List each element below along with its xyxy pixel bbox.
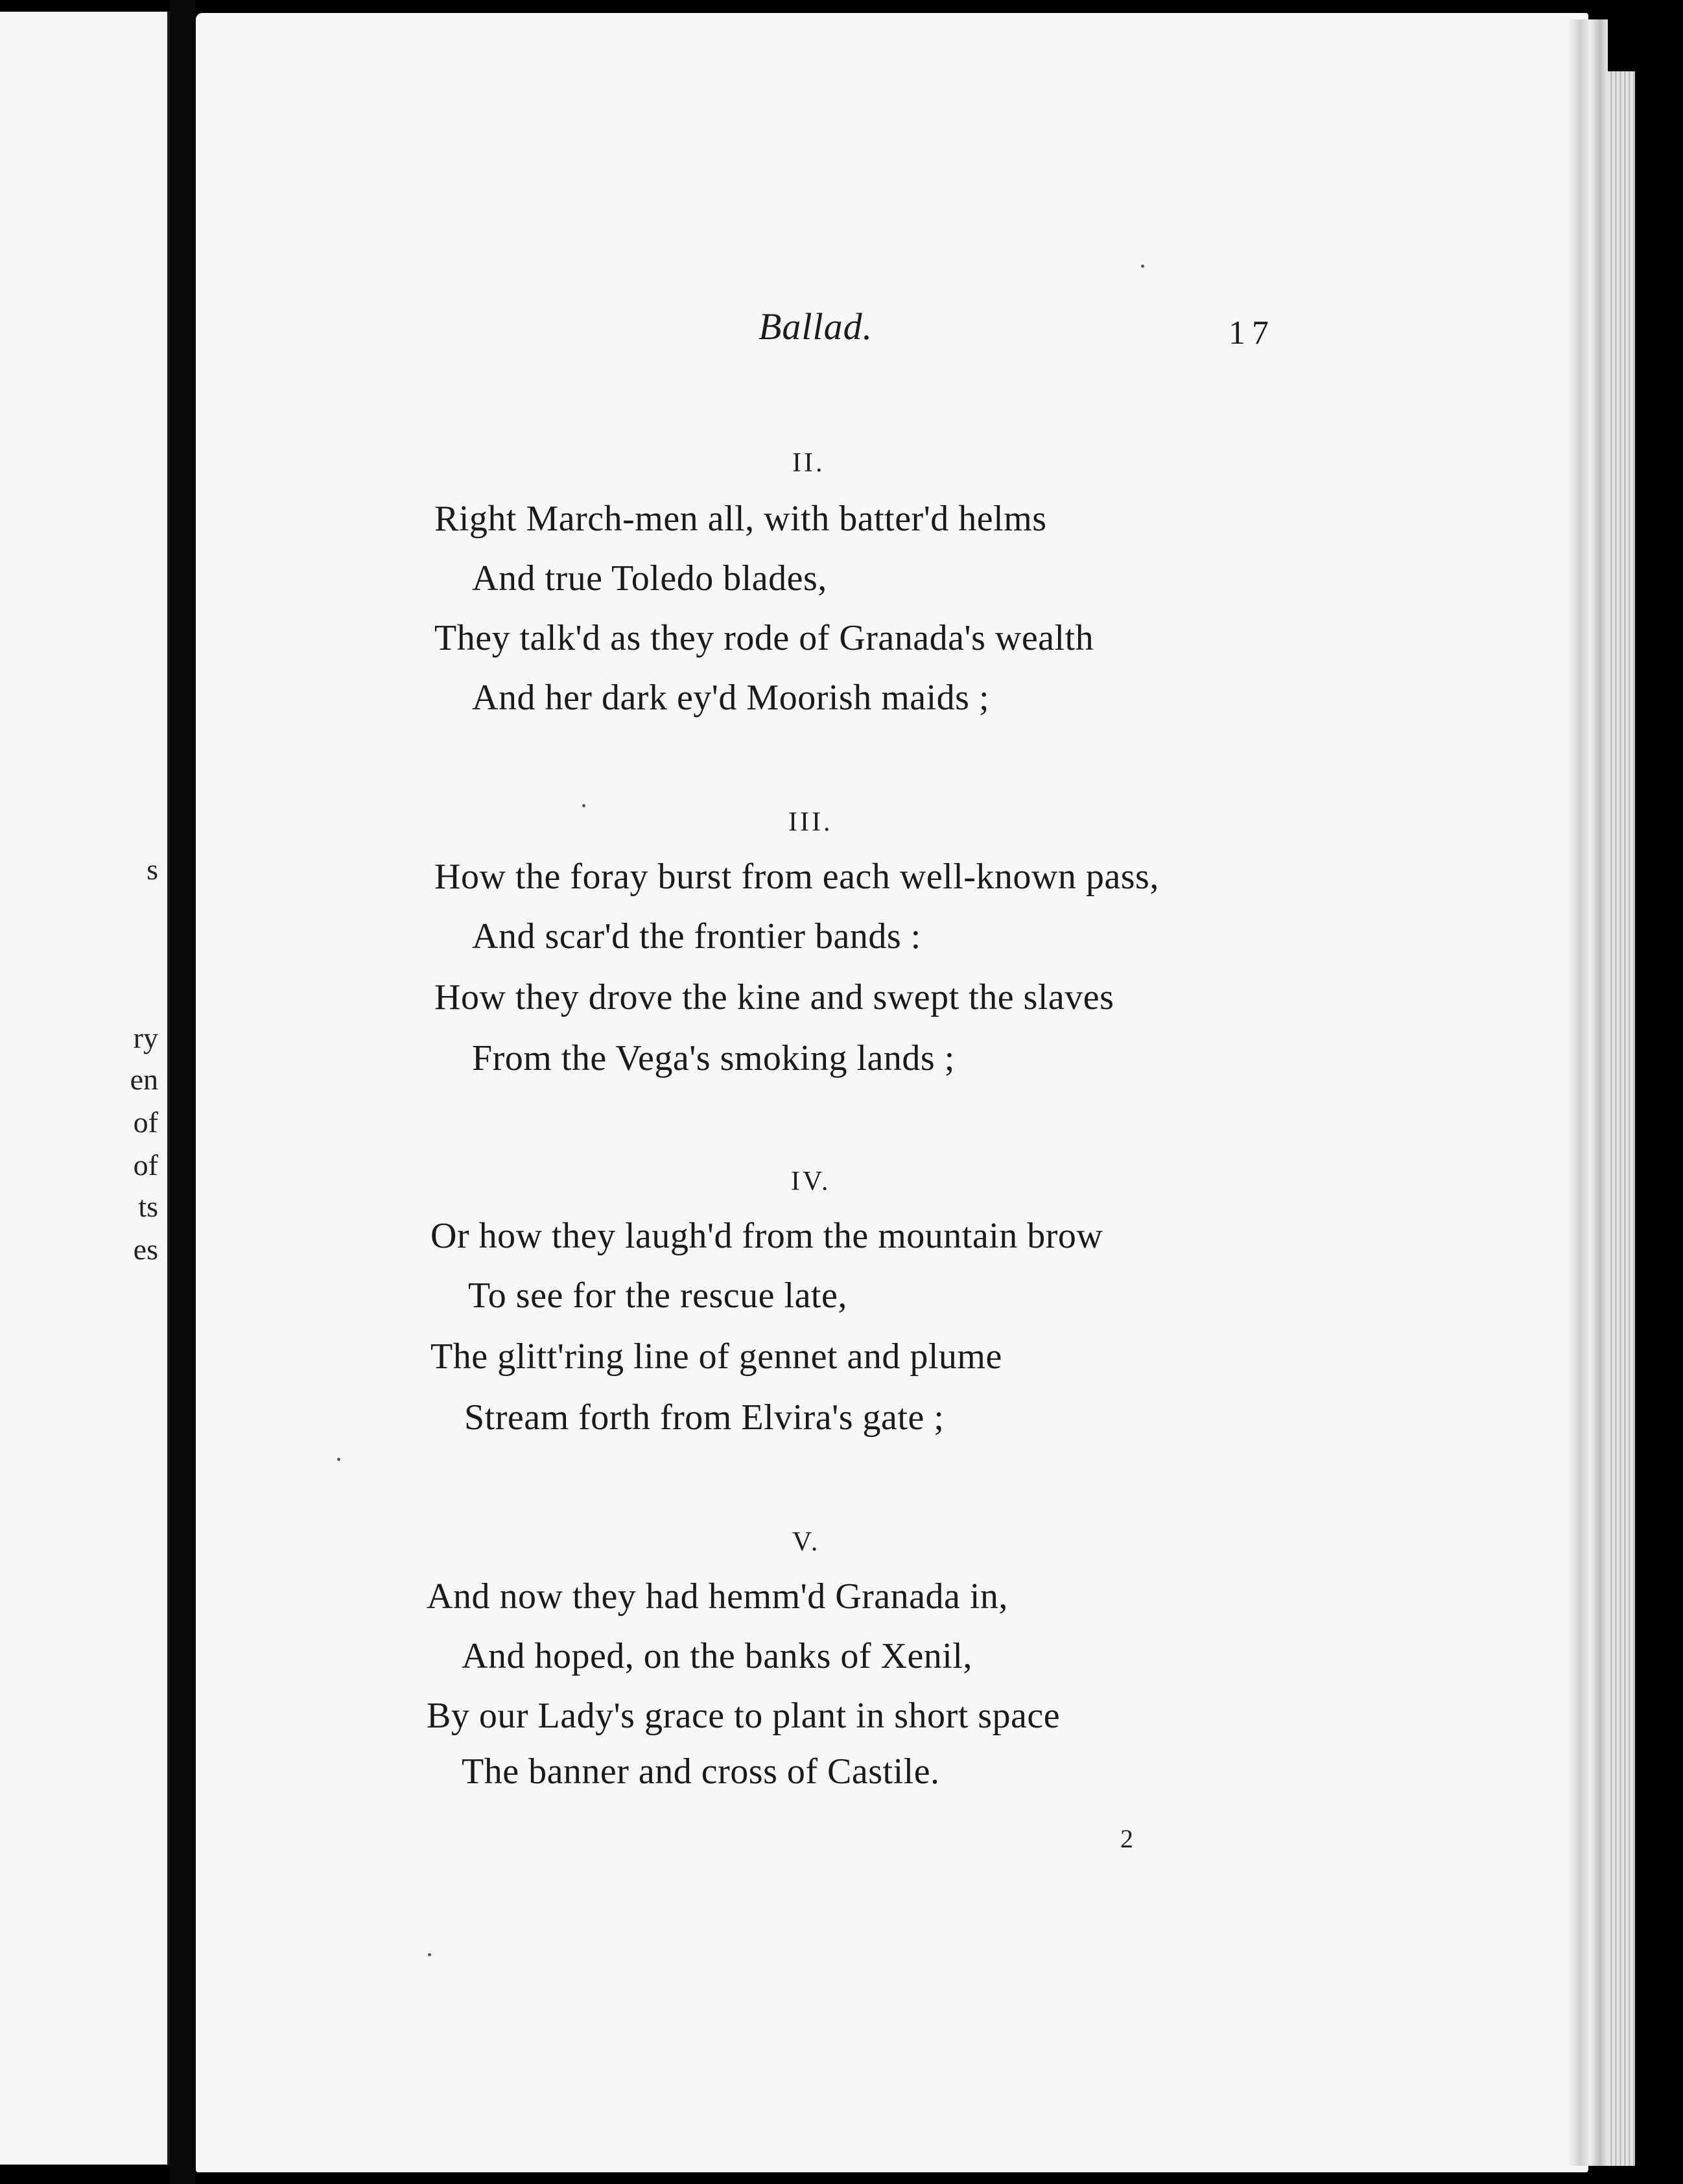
left-page-fragment: es [133, 1233, 158, 1266]
stanza-number: V. [792, 1527, 821, 1557]
verse-line: The glitt'ring line of gennet and plume [430, 1336, 1002, 1377]
verse-line: To see for the rescue late, [468, 1276, 847, 1316]
stanza-number: IV. [791, 1167, 831, 1196]
left-page-fragment: ts [138, 1190, 158, 1223]
paper-speck [428, 1953, 431, 1956]
stanza-number: II. [792, 448, 825, 478]
stanza-number: III. [788, 807, 833, 837]
page-number: 17 [1229, 315, 1275, 351]
verse-line: By our Lady's grace to plant in short space [427, 1696, 1061, 1736]
paper-speck [582, 804, 585, 807]
verse-line: They talk'd as they rode of Granada's wealth [434, 618, 1094, 658]
left-page-fragment: s [147, 853, 158, 886]
book-gutter [170, 0, 196, 2184]
page-stack-edge-outer [1608, 71, 1635, 2166]
verse-line: How the foray burst from each well-known pass, [434, 857, 1159, 897]
verse-line: How they drove the kine and swept the slaves [434, 977, 1114, 1017]
paper-speck [337, 1458, 340, 1461]
left-page-fragment: ry [133, 1021, 158, 1054]
left-page-fragment: of [133, 1106, 158, 1139]
verse-line: And hoped, on the banks of Xenil, [462, 1636, 972, 1676]
running-title: Ballad. [759, 305, 873, 348]
left-page-fragment: of [133, 1148, 158, 1181]
left-facing-page [0, 12, 171, 2165]
verse-line: And scar'd the frontier bands : [472, 916, 921, 956]
signature-mark: 2 [1120, 1824, 1133, 1853]
verse-line: Or how they laugh'd from the mountain brow [430, 1216, 1103, 1256]
paper-speck [1141, 265, 1144, 268]
left-page-fragment: en [130, 1063, 158, 1096]
scan-border [1635, 0, 1683, 2184]
verse-line: And true Toledo blades, [472, 558, 827, 599]
page-stack-edge [1569, 19, 1608, 2166]
verse-line: Stream forth from Elvira's gate ; [464, 1397, 945, 1438]
verse-line: Right March-men all, with batter'd helms [434, 499, 1047, 539]
verse-line: And her dark ey'd Moorish maids ; [472, 678, 990, 718]
verse-line: The banner and cross of Castile. [462, 1751, 940, 1792]
book-page [196, 13, 1588, 2172]
verse-line: From the Vega's smoking lands ; [472, 1038, 955, 1078]
verse-line: And now they had hemm'd Granada in, [427, 1576, 1008, 1617]
